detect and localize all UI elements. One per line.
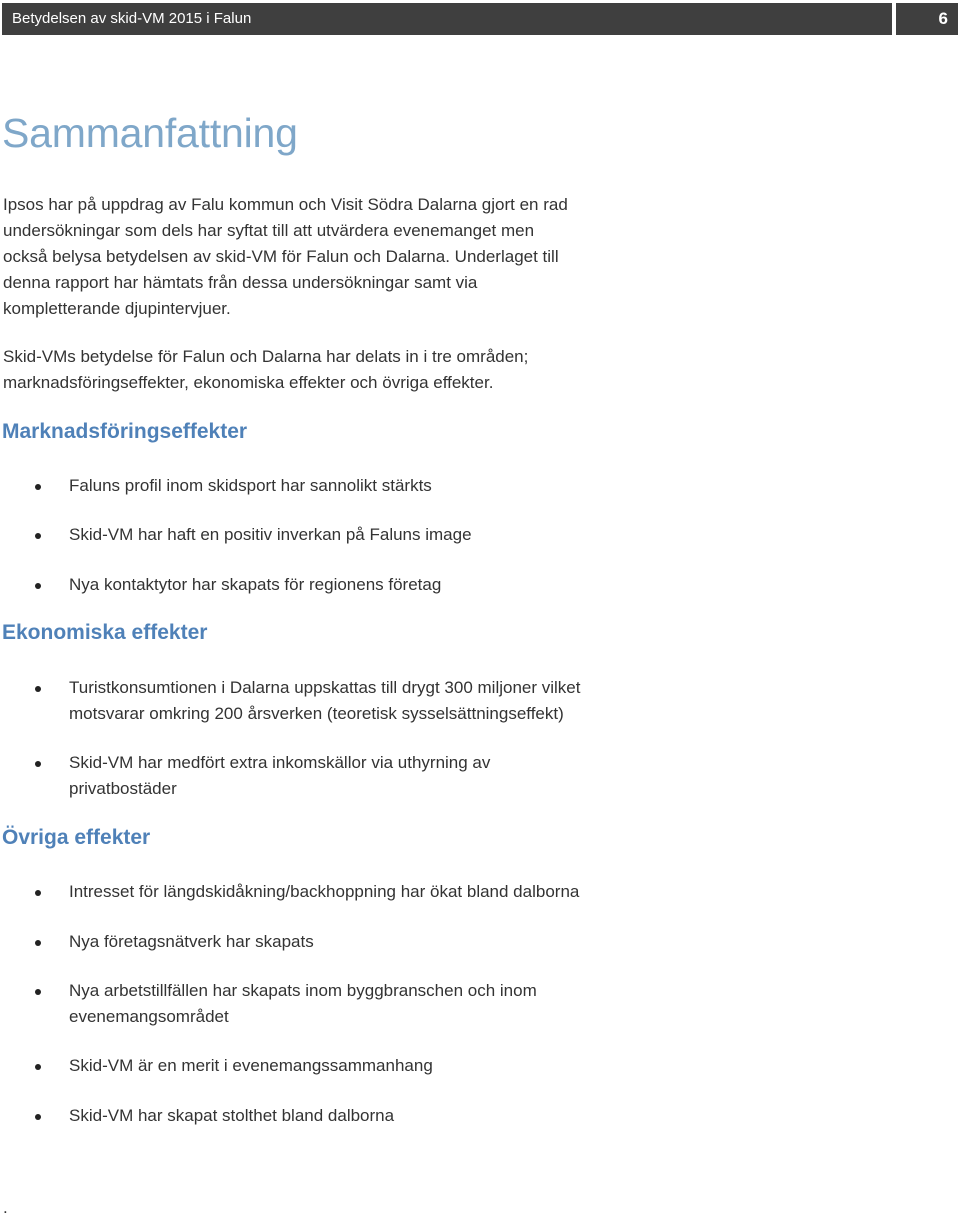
bullet-icon (35, 940, 41, 946)
page-title: Sammanfattning (2, 110, 298, 156)
bullet-icon (35, 890, 41, 896)
list-item-text: Skid-VM har skapat stolthet bland dalborna (69, 1106, 395, 1125)
scope-line: Skid-VMs betydelse för Falun och Dalarna har delats in i tre områden; (3, 347, 529, 366)
page-header (2, 3, 958, 35)
footer-mark: . (3, 1198, 8, 1217)
header-page-bar (896, 3, 958, 35)
intro-line: också belysa betydelsen av skid-VM för Falun och Dalarna. Underlaget till (3, 247, 559, 266)
bullet-icon (35, 989, 41, 995)
intro-line: denna rapport har hämtats från dessa undersökningar samt via (3, 273, 478, 292)
list-item-text: motsvarar omkring 200 årsverken (teoretisk sysselsättningseffekt) (69, 704, 564, 723)
bullet-icon (35, 686, 41, 692)
bullet-icon (35, 761, 41, 767)
section-heading-marketing: Marknadsföringseffekter (2, 420, 248, 443)
bullet-icon (35, 583, 41, 589)
intro-line: kompletterande djupintervjuer. (3, 299, 231, 318)
section-heading-economic: Ekonomiska effekter (2, 621, 208, 644)
scope-paragraph (3, 344, 663, 396)
list-item-text: Skid-VM har medfört extra inkomskällor via uthyrning av (69, 753, 491, 772)
list-item-text: Faluns profil inom skidsport har sannolikt stärkts (69, 476, 432, 495)
section-heading-other: Övriga effekter (2, 826, 151, 849)
list-item-text: Nya företagsnätverk har skapats (69, 932, 314, 951)
list-item-text: Skid-VM är en merit i evenemangssammanhang (69, 1056, 433, 1075)
bullet-icon (35, 1064, 41, 1070)
list-item-text: Nya arbetstillfällen har skapats inom byggbranschen och inom (69, 981, 537, 1000)
page-number: 6 (938, 9, 948, 28)
list-item-text: Nya kontaktytor har skapats för regionens företag (69, 575, 442, 594)
scope-line: marknadsföringseffekter, ekonomiska effekter och övriga effekter. (3, 373, 494, 392)
header-title-bar (2, 3, 892, 35)
intro-line: Ipsos har på uppdrag av Falu kommun och Visit Södra Dalarna gjort en rad (3, 195, 568, 214)
intro-line: undersökningar som dels har syftat till att utvärdera evenemanget men (3, 221, 535, 240)
document-title: Betydelsen av skid-VM 2015 i Falun (12, 10, 252, 27)
list-item-text: evenemangsområdet (69, 1007, 229, 1026)
list-item-text: Intresset för längdskidåkning/backhoppning har ökat bland dalborna (69, 882, 580, 901)
bullet-icon (35, 1114, 41, 1120)
list-item-text: privatbostäder (69, 779, 177, 798)
bullet-icon (35, 484, 41, 490)
list-item-text: Skid-VM har haft en positiv inverkan på Faluns image (69, 525, 472, 544)
list-item-text: Turistkonsumtionen i Dalarna uppskattas till drygt 300 miljoner vilket (69, 678, 581, 697)
bullet-icon (35, 533, 41, 539)
intro-paragraph (3, 192, 663, 322)
